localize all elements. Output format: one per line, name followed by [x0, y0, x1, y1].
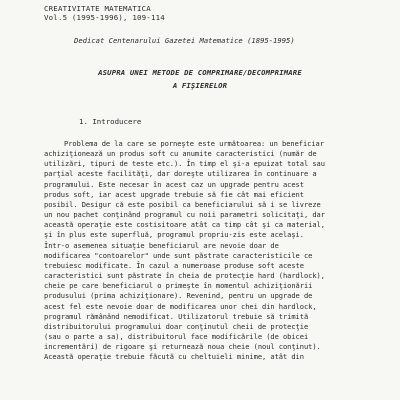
text-line: un nou pachet conţinând programul cu noii parametri solicitaţi, dar	[44, 210, 325, 220]
text-line: achiziţionează un produs soft cu anumite caracteristici (număr de	[44, 149, 317, 159]
text-line: parţial aceste facilităţi, dar doreşte utilizarea în continuare a	[44, 169, 317, 179]
text-line: modificarea "contoarelor" unde sunt păstrate caracteristicile ce	[44, 250, 313, 260]
text-line: posibil. Desigur că este posibil ca beneficiarului să i se livreze	[44, 199, 321, 209]
text-line: distribuitorului programului doar conţinutul cheii de protecţie	[44, 321, 309, 331]
text-line: incrementări) de rigoare şi returnează noua cheie (noul conţinut).	[44, 342, 321, 352]
text-line: (sau o parte a sa), distribuitorul face modificările (de obicei	[44, 331, 309, 341]
text-line: programul rămânând nemodificat. Utilizatorul trebuie să trimită	[44, 311, 309, 321]
section-heading: 1. Introducere	[79, 117, 142, 126]
text-line: Într-o asemenea situaţie beneficiarul are nevoie doar de	[44, 240, 279, 250]
text-line: Această operaţie trebuie făcută cu cheltuieli minime, atât din	[44, 352, 304, 362]
text-line: cheie pe care beneficiarul o primeşte în momentul achiziţionării	[44, 281, 313, 291]
dedication: Dedicat Centenarului Gazetei Matematice (1895-1995)	[74, 36, 295, 45]
volume-info: Vol.5 (1995-1996), 109-114	[44, 13, 165, 22]
text-line: Problema de la care se porneşte este următoarea: un beneficiar	[64, 139, 324, 148]
text-line: produsului (prima achiziţionare). Revenind, pentru un upgrade de	[44, 291, 313, 301]
journal-name: CREATIVITATE MATEMATICA	[44, 4, 151, 13]
text-line: utilizări, tipuri de teste etc.). În timp el şi-a epuizat total sau	[44, 159, 325, 169]
body-paragraph	[44, 139, 394, 362]
text-line: programului. Este necesar în acest caz un upgrade pentru acest	[44, 179, 304, 189]
paper-title-line-2: A FIŞIERELOR	[172, 81, 228, 90]
text-line: acest fel este nevoie doar de modificarea unor chei din hardlock,	[44, 301, 317, 311]
text-line: trebuiesc modificate. În cazul a numeroase produse soft aceste	[44, 260, 304, 270]
text-line: această operaţie este costisitoare atât ca timp cât şi ca material,	[44, 220, 325, 230]
text-line: şi în plus este superfluă, programul propriu-zis este acelaşi.	[44, 230, 304, 240]
text-line: produs soft, iar acest upgrade trebuie să fie cât mai eficient	[44, 189, 304, 199]
text-line: caracteristici sunt păstrate în cheia de protecţie hard (hardlock),	[44, 271, 325, 281]
paper-title-line-1: ASUPRA UNEI METODE DE COMPRIMARE/DECOMPRIMARE	[98, 68, 302, 77]
